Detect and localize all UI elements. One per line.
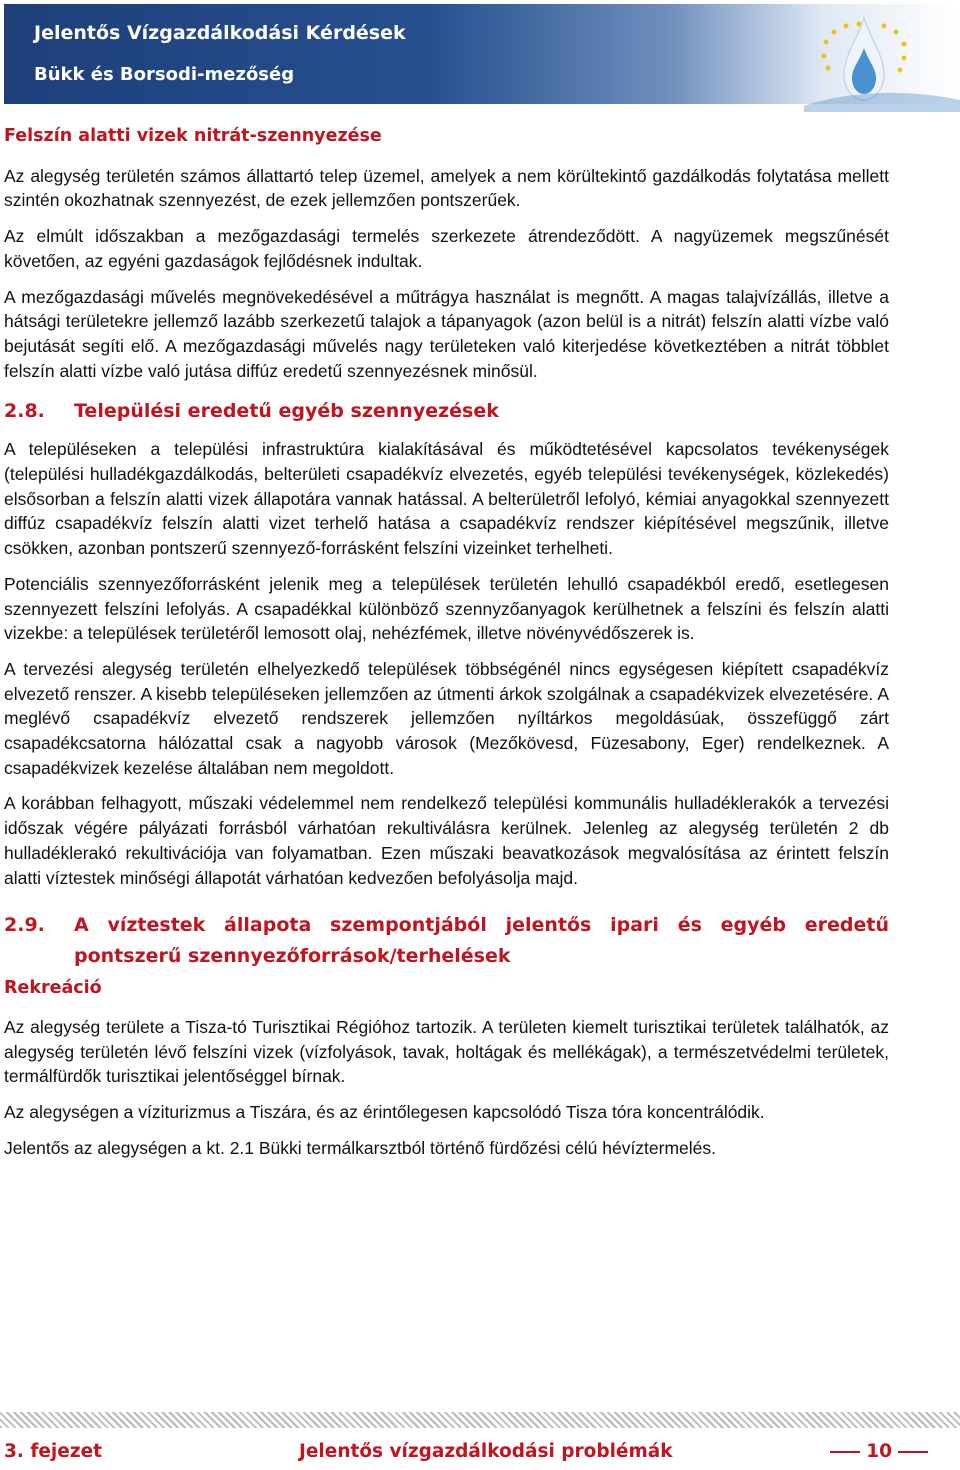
paragraph: Potenciális szennyezőforrásként jelenik meg a települések területén lehulló csapadékból eredő, esetlegesen szennyezett felszíni lefolyás. A csapadékkal különböző szennyzőanyagok kerülhetnek a felszíni és felszín alatti vizekbe: a települések területéről lemosott olaj, nehézfémek, illetve növényvédőszerek is. <box>4 573 889 644</box>
section-number: 2.9. <box>4 914 45 937</box>
paragraph: A korábban felhagyott, műszaki védelemmel nem rendelkező települési kommunális hulladéklerakók a tervezési időszak végére pályázati forrásból várhatóan rekultiválásra kerülnek. Jelenleg az alegység területén 2 db hulladéklerakó rekultivációja van folyamatban. Ezen műszaki beavatkozások megvalósítása az érintett felszín alatti víztestek minőségi állapotát várhatóan kedvezően befolyásolja majd. <box>4 793 889 888</box>
paragraph: A településeken a települési infrastruktúra kialakításával és működtetésével kapcsolatos tevékenységek (települési hulladékgazdálkodás, belterületi csapadékvíz elvezetés, egyéb települési tevékenységek, közlekedés) elsősorban a felszín alatti vizek állapotára vannak hatással. A belterületről lefolyó, kémiai anyagokkal szennyezett diffúz csapadékvíz felszín alatti vizet terhelő hatása a csapadékvíz rendszer kiépítésével megszűnik, illetve csökken, azonban pontszerű szennyező-forrásként felszíni vizeinket terhelheti. <box>4 439 889 559</box>
footer-chapter: 3. fejezet <box>4 1441 102 1462</box>
section-number: 2.8. <box>4 400 45 423</box>
document-body <box>4 124 889 1161</box>
footer-divider <box>0 1412 960 1428</box>
water-drop-logo-icon <box>804 8 960 112</box>
footer-page <box>824 1441 934 1462</box>
paragraph: A tervezési alegység területén elhelyezkedő települések többségénél nincs egységesen kiépített csapadékvíz elvezető renszer. A kisebb településeken jellemzően az útmenti árkok szolgálnak a csapadékvizek elvezetésére. A meglévő csapadékvíz elvezető rendszerek jellemzően nyíltárkos megoldásúak, összefüggő zárt csapadékcsatorna hálózattal csak a nagyobb városok (Mezőkövesd, Füzesabony, Eger) rendelkeznek. A csapadékvizek kezelése általában nem megoldott. <box>4 658 889 778</box>
section-title: A víztestek állapota szempontjából jelentős ipari és egyéb eredetű pontszerű szennyezőforrások/terhelések <box>74 914 889 968</box>
page-footer <box>4 1441 934 1467</box>
page-number: 10 <box>866 1441 892 1462</box>
paragraph: Az alegységen a víziturizmus a Tiszára, és az érintőlegesen kapcsolódó Tisza tóra koncentrálódik. <box>4 1102 765 1123</box>
section-heading-2-8 <box>4 396 889 427</box>
header-title: Jelentős Vízgazdálkodási Kérdések <box>34 22 406 44</box>
paragraph: Az alegység területe a Tisza-tó Turisztikai Régióhoz tartozik. A területen kiemelt turisztikai területek találhatók, az alegység területén lévő felszíni vizek (vízfolyások, tavak, holtágak és mellékágak), a természetvédelmi területek, termálfürdők turisztikai jelentőséggel bírnak. <box>4 1016 889 1087</box>
dash-right <box>898 1451 928 1453</box>
subheading-rekreacio: Rekreáció <box>4 978 102 999</box>
paragraph: Jelentős az alegységen a kt. 2.1 Bükki termálkarsztból történő fürdőzési célú hévíztermelés. <box>4 1137 717 1158</box>
nitrate-heading: Felszín alatti vizek nitrát-szennyezése <box>4 126 382 146</box>
paragraph: Az alegység területén számos állattartó telep üzemel, amelyek a nem körültekintő gazdálkodás folytatása mellett szintén okozhatnak szennyezést, de ezek jellemzően pontszerűek. <box>4 165 889 211</box>
header-subtitle: Bükk és Borsodi-mezőség <box>34 64 295 85</box>
paragraph: A mezőgazdasági művelés megnövekedésével a műtrágya használat is megnőtt. A magas talajvízállás, illetve a hátsági területekre jellemző lazább szerkezetű talajok a tápanyagok (azon belül is a nitrát) felszín alatti vízbe való bejutását segíti elő. A mezőgazdasági művelés nagy területeken való kiterjedése következtében a nitrát többlet felszín alatti vízbe való jutása diffúz eredetű szennyezésnek minősül. <box>4 286 889 381</box>
section-heading-2-9 <box>4 910 889 972</box>
page-header <box>4 4 956 104</box>
section-title: Települési eredetű egyéb szennyezések <box>74 400 499 423</box>
footer-title: Jelentős vízgazdálkodási problémák <box>299 1441 673 1462</box>
dash-left <box>830 1451 860 1453</box>
paragraph: Az elmúlt időszakban a mezőgazdasági termelés szerkezete átrendeződött. A nagyüzemek megszűnését követően, az egyéni gazdaságok fejlődésnek indultak. <box>4 226 889 271</box>
